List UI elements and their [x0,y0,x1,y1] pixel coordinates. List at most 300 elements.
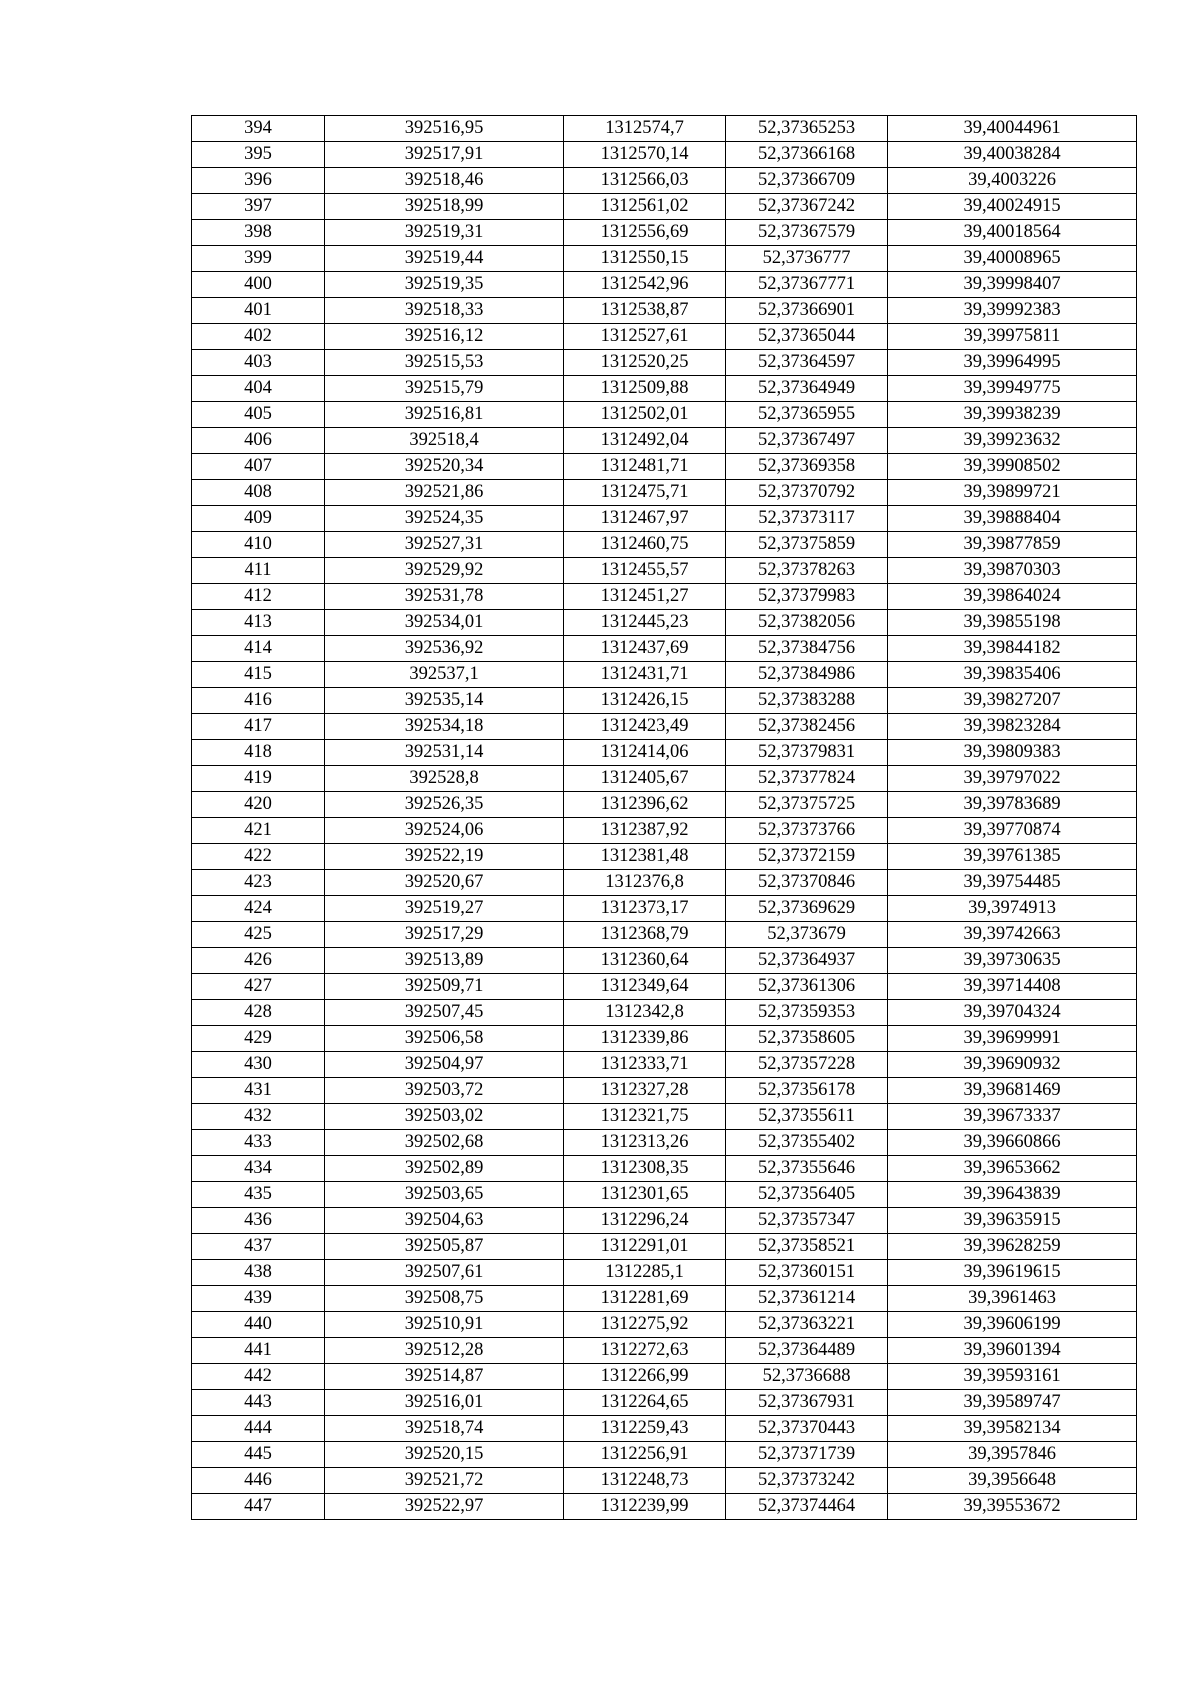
latitude-cell: 52,37375725 [726,792,888,818]
x-coordinate-cell: 392524,06 [325,818,564,844]
point-number-cell: 412 [192,584,325,610]
longitude-cell: 39,39888404 [888,506,1137,532]
x-coordinate-cell: 392517,91 [325,142,564,168]
x-coordinate-cell: 392531,78 [325,584,564,610]
y-coordinate-cell: 1312426,15 [564,688,726,714]
point-number-cell: 430 [192,1052,325,1078]
y-coordinate-cell: 1312327,28 [564,1078,726,1104]
table-row [192,636,1137,662]
longitude-cell: 39,40018564 [888,220,1137,246]
latitude-cell: 52,37355611 [726,1104,888,1130]
table-row [192,1156,1137,1182]
x-coordinate-cell: 392536,92 [325,636,564,662]
latitude-cell: 52,37382456 [726,714,888,740]
y-coordinate-cell: 1312396,62 [564,792,726,818]
y-coordinate-cell: 1312264,65 [564,1390,726,1416]
point-number-cell: 428 [192,1000,325,1026]
table-row [192,1312,1137,1338]
table-row [192,740,1137,766]
point-number-cell: 418 [192,740,325,766]
y-coordinate-cell: 1312542,96 [564,272,726,298]
longitude-cell: 39,39797022 [888,766,1137,792]
longitude-cell: 39,39908502 [888,454,1137,480]
point-number-cell: 411 [192,558,325,584]
table-row [192,1234,1137,1260]
table-row [192,1468,1137,1494]
x-coordinate-cell: 392508,75 [325,1286,564,1312]
point-number-cell: 427 [192,974,325,1000]
x-coordinate-cell: 392526,35 [325,792,564,818]
longitude-cell: 39,39870303 [888,558,1137,584]
x-coordinate-cell: 392513,89 [325,948,564,974]
table-row [192,688,1137,714]
y-coordinate-cell: 1312492,04 [564,428,726,454]
point-number-cell: 420 [192,792,325,818]
point-number-cell: 426 [192,948,325,974]
x-coordinate-cell: 392521,86 [325,480,564,506]
longitude-cell: 39,39681469 [888,1078,1137,1104]
latitude-cell: 52,3736777 [726,246,888,272]
y-coordinate-cell: 1312475,71 [564,480,726,506]
point-number-cell: 434 [192,1156,325,1182]
table-row [192,1208,1137,1234]
x-coordinate-cell: 392516,81 [325,402,564,428]
y-coordinate-cell: 1312556,69 [564,220,726,246]
latitude-cell: 52,37357347 [726,1208,888,1234]
x-coordinate-cell: 392517,29 [325,922,564,948]
y-coordinate-cell: 1312509,88 [564,376,726,402]
x-coordinate-cell: 392512,28 [325,1338,564,1364]
latitude-cell: 52,37364489 [726,1338,888,1364]
point-number-cell: 435 [192,1182,325,1208]
table-row [192,662,1137,688]
point-number-cell: 415 [192,662,325,688]
latitude-cell: 52,37379831 [726,740,888,766]
point-number-cell: 419 [192,766,325,792]
y-coordinate-cell: 1312266,99 [564,1364,726,1390]
latitude-cell: 52,37367579 [726,220,888,246]
latitude-cell: 52,37371739 [726,1442,888,1468]
table-row [192,428,1137,454]
y-coordinate-cell: 1312333,71 [564,1052,726,1078]
point-number-cell: 409 [192,506,325,532]
y-coordinate-cell: 1312349,64 [564,974,726,1000]
y-coordinate-cell: 1312405,67 [564,766,726,792]
point-number-cell: 407 [192,454,325,480]
latitude-cell: 52,37377824 [726,766,888,792]
x-coordinate-cell: 392514,87 [325,1364,564,1390]
longitude-cell: 39,39643839 [888,1182,1137,1208]
latitude-cell: 52,37374464 [726,1494,888,1520]
y-coordinate-cell: 1312445,23 [564,610,726,636]
y-coordinate-cell: 1312275,92 [564,1312,726,1338]
table-row [192,1494,1137,1520]
x-coordinate-cell: 392520,67 [325,870,564,896]
x-coordinate-cell: 392515,53 [325,350,564,376]
table-row [192,1260,1137,1286]
latitude-cell: 52,37370846 [726,870,888,896]
longitude-cell: 39,39704324 [888,1000,1137,1026]
table-row [192,922,1137,948]
table-row [192,1286,1137,1312]
longitude-cell: 39,39835406 [888,662,1137,688]
table-row [192,272,1137,298]
table-row [192,844,1137,870]
y-coordinate-cell: 1312550,15 [564,246,726,272]
latitude-cell: 52,37364949 [726,376,888,402]
point-number-cell: 408 [192,480,325,506]
latitude-cell: 52,37375859 [726,532,888,558]
x-coordinate-cell: 392527,31 [325,532,564,558]
table-row [192,532,1137,558]
y-coordinate-cell: 1312387,92 [564,818,726,844]
longitude-cell: 39,3957846 [888,1442,1137,1468]
coordinates-table [191,115,1137,1520]
y-coordinate-cell: 1312339,86 [564,1026,726,1052]
y-coordinate-cell: 1312520,25 [564,350,726,376]
x-coordinate-cell: 392520,15 [325,1442,564,1468]
latitude-cell: 52,37373242 [726,1468,888,1494]
longitude-cell: 39,39690932 [888,1052,1137,1078]
x-coordinate-cell: 392534,18 [325,714,564,740]
latitude-cell: 52,37358605 [726,1026,888,1052]
point-number-cell: 423 [192,870,325,896]
table-row [192,480,1137,506]
x-coordinate-cell: 392507,61 [325,1260,564,1286]
point-number-cell: 413 [192,610,325,636]
latitude-cell: 52,373679 [726,922,888,948]
latitude-cell: 52,3736688 [726,1364,888,1390]
point-number-cell: 394 [192,116,325,142]
y-coordinate-cell: 1312502,01 [564,402,726,428]
x-coordinate-cell: 392519,31 [325,220,564,246]
y-coordinate-cell: 1312423,49 [564,714,726,740]
x-coordinate-cell: 392503,02 [325,1104,564,1130]
y-coordinate-cell: 1312248,73 [564,1468,726,1494]
longitude-cell: 39,40044961 [888,116,1137,142]
x-coordinate-cell: 392504,63 [325,1208,564,1234]
point-number-cell: 424 [192,896,325,922]
table-row [192,220,1137,246]
latitude-cell: 52,37366709 [726,168,888,194]
y-coordinate-cell: 1312291,01 [564,1234,726,1260]
longitude-cell: 39,39809383 [888,740,1137,766]
table-row [192,246,1137,272]
table-row [192,610,1137,636]
table-row [192,1000,1137,1026]
x-coordinate-cell: 392531,14 [325,740,564,766]
y-coordinate-cell: 1312342,8 [564,1000,726,1026]
table-row [192,1364,1137,1390]
y-coordinate-cell: 1312301,65 [564,1182,726,1208]
y-coordinate-cell: 1312538,87 [564,298,726,324]
longitude-cell: 39,39998407 [888,272,1137,298]
longitude-cell: 39,39938239 [888,402,1137,428]
y-coordinate-cell: 1312376,8 [564,870,726,896]
longitude-cell: 39,40038284 [888,142,1137,168]
latitude-cell: 52,37383288 [726,688,888,714]
y-coordinate-cell: 1312437,69 [564,636,726,662]
latitude-cell: 52,37361306 [726,974,888,1000]
longitude-cell: 39,39742663 [888,922,1137,948]
x-coordinate-cell: 392504,97 [325,1052,564,1078]
latitude-cell: 52,37372159 [726,844,888,870]
longitude-cell: 39,3974913 [888,896,1137,922]
x-coordinate-cell: 392535,14 [325,688,564,714]
y-coordinate-cell: 1312451,27 [564,584,726,610]
longitude-cell: 39,39714408 [888,974,1137,1000]
y-coordinate-cell: 1312281,69 [564,1286,726,1312]
table-row [192,402,1137,428]
x-coordinate-cell: 392534,01 [325,610,564,636]
point-number-cell: 443 [192,1390,325,1416]
table-row [192,298,1137,324]
x-coordinate-cell: 392502,68 [325,1130,564,1156]
y-coordinate-cell: 1312574,7 [564,116,726,142]
point-number-cell: 417 [192,714,325,740]
table-row [192,142,1137,168]
table-row [192,506,1137,532]
y-coordinate-cell: 1312561,02 [564,194,726,220]
table-row [192,1026,1137,1052]
x-coordinate-cell: 392518,33 [325,298,564,324]
latitude-cell: 52,37363221 [726,1312,888,1338]
longitude-cell: 39,40024915 [888,194,1137,220]
point-number-cell: 444 [192,1416,325,1442]
longitude-cell: 39,39699991 [888,1026,1137,1052]
latitude-cell: 52,37373117 [726,506,888,532]
longitude-cell: 39,39855198 [888,610,1137,636]
longitude-cell: 39,39770874 [888,818,1137,844]
x-coordinate-cell: 392537,1 [325,662,564,688]
longitude-cell: 39,39827207 [888,688,1137,714]
point-number-cell: 432 [192,1104,325,1130]
x-coordinate-cell: 392520,34 [325,454,564,480]
x-coordinate-cell: 392518,74 [325,1416,564,1442]
x-coordinate-cell: 392529,92 [325,558,564,584]
point-number-cell: 405 [192,402,325,428]
longitude-cell: 39,39660866 [888,1130,1137,1156]
table-row [192,584,1137,610]
longitude-cell: 39,39593161 [888,1364,1137,1390]
point-number-cell: 399 [192,246,325,272]
table-row [192,1182,1137,1208]
latitude-cell: 52,37361214 [726,1286,888,1312]
latitude-cell: 52,37379983 [726,584,888,610]
point-number-cell: 401 [192,298,325,324]
x-coordinate-cell: 392519,35 [325,272,564,298]
longitude-cell: 39,39877859 [888,532,1137,558]
latitude-cell: 52,37365955 [726,402,888,428]
y-coordinate-cell: 1312570,14 [564,142,726,168]
point-number-cell: 396 [192,168,325,194]
point-number-cell: 404 [192,376,325,402]
longitude-cell: 39,39923632 [888,428,1137,454]
y-coordinate-cell: 1312256,91 [564,1442,726,1468]
longitude-cell: 39,39899721 [888,480,1137,506]
y-coordinate-cell: 1312259,43 [564,1416,726,1442]
y-coordinate-cell: 1312321,75 [564,1104,726,1130]
longitude-cell: 39,39844182 [888,636,1137,662]
y-coordinate-cell: 1312414,06 [564,740,726,766]
point-number-cell: 438 [192,1260,325,1286]
x-coordinate-cell: 392507,45 [325,1000,564,1026]
table-row [192,168,1137,194]
latitude-cell: 52,37355402 [726,1130,888,1156]
point-number-cell: 414 [192,636,325,662]
latitude-cell: 52,37367497 [726,428,888,454]
longitude-cell: 39,39964995 [888,350,1137,376]
longitude-cell: 39,39589747 [888,1390,1137,1416]
y-coordinate-cell: 1312431,71 [564,662,726,688]
latitude-cell: 52,37364937 [726,948,888,974]
point-number-cell: 395 [192,142,325,168]
longitude-cell: 39,39823284 [888,714,1137,740]
point-number-cell: 400 [192,272,325,298]
point-number-cell: 416 [192,688,325,714]
table-row [192,350,1137,376]
point-number-cell: 433 [192,1130,325,1156]
point-number-cell: 410 [192,532,325,558]
longitude-cell: 39,39864024 [888,584,1137,610]
y-coordinate-cell: 1312285,1 [564,1260,726,1286]
x-coordinate-cell: 392524,35 [325,506,564,532]
y-coordinate-cell: 1312239,99 [564,1494,726,1520]
table-row [192,1442,1137,1468]
longitude-cell: 39,39783689 [888,792,1137,818]
point-number-cell: 402 [192,324,325,350]
table-row [192,558,1137,584]
y-coordinate-cell: 1312381,48 [564,844,726,870]
x-coordinate-cell: 392522,19 [325,844,564,870]
point-number-cell: 442 [192,1364,325,1390]
x-coordinate-cell: 392502,89 [325,1156,564,1182]
point-number-cell: 445 [192,1442,325,1468]
y-coordinate-cell: 1312467,97 [564,506,726,532]
point-number-cell: 437 [192,1234,325,1260]
latitude-cell: 52,37384986 [726,662,888,688]
point-number-cell: 440 [192,1312,325,1338]
point-number-cell: 425 [192,922,325,948]
x-coordinate-cell: 392505,87 [325,1234,564,1260]
point-number-cell: 447 [192,1494,325,1520]
x-coordinate-cell: 392509,71 [325,974,564,1000]
point-number-cell: 397 [192,194,325,220]
table-row [192,714,1137,740]
longitude-cell: 39,39606199 [888,1312,1137,1338]
latitude-cell: 52,37369358 [726,454,888,480]
longitude-cell: 39,40008965 [888,246,1137,272]
longitude-cell: 39,39992383 [888,298,1137,324]
point-number-cell: 429 [192,1026,325,1052]
table-row [192,974,1137,1000]
x-coordinate-cell: 392510,91 [325,1312,564,1338]
table-row [192,766,1137,792]
x-coordinate-cell: 392519,27 [325,896,564,922]
point-number-cell: 422 [192,844,325,870]
latitude-cell: 52,37373766 [726,818,888,844]
latitude-cell: 52,37355646 [726,1156,888,1182]
point-number-cell: 431 [192,1078,325,1104]
latitude-cell: 52,37367771 [726,272,888,298]
point-number-cell: 398 [192,220,325,246]
longitude-cell: 39,3961463 [888,1286,1137,1312]
latitude-cell: 52,37356178 [726,1078,888,1104]
y-coordinate-cell: 1312460,75 [564,532,726,558]
y-coordinate-cell: 1312455,57 [564,558,726,584]
latitude-cell: 52,37357228 [726,1052,888,1078]
table-row [192,376,1137,402]
table-row [192,948,1137,974]
y-coordinate-cell: 1312368,79 [564,922,726,948]
table-row [192,896,1137,922]
x-coordinate-cell: 392522,97 [325,1494,564,1520]
longitude-cell: 39,39754485 [888,870,1137,896]
table-row [192,454,1137,480]
latitude-cell: 52,37359353 [726,1000,888,1026]
x-coordinate-cell: 392518,4 [325,428,564,454]
latitude-cell: 52,37369629 [726,896,888,922]
x-coordinate-cell: 392516,12 [325,324,564,350]
x-coordinate-cell: 392516,95 [325,116,564,142]
latitude-cell: 52,37364597 [726,350,888,376]
latitude-cell: 52,37382056 [726,610,888,636]
point-number-cell: 436 [192,1208,325,1234]
longitude-cell: 39,39673337 [888,1104,1137,1130]
point-number-cell: 406 [192,428,325,454]
x-coordinate-cell: 392503,65 [325,1182,564,1208]
latitude-cell: 52,37370443 [726,1416,888,1442]
x-coordinate-cell: 392528,8 [325,766,564,792]
longitude-cell: 39,39628259 [888,1234,1137,1260]
coordinates-table-body [192,116,1137,1520]
y-coordinate-cell: 1312373,17 [564,896,726,922]
table-row [192,1130,1137,1156]
latitude-cell: 52,37370792 [726,480,888,506]
longitude-cell: 39,39653662 [888,1156,1137,1182]
x-coordinate-cell: 392515,79 [325,376,564,402]
y-coordinate-cell: 1312272,63 [564,1338,726,1364]
table-row [192,792,1137,818]
x-coordinate-cell: 392518,46 [325,168,564,194]
point-number-cell: 441 [192,1338,325,1364]
longitude-cell: 39,4003226 [888,168,1137,194]
longitude-cell: 39,39619615 [888,1260,1137,1286]
latitude-cell: 52,37358521 [726,1234,888,1260]
y-coordinate-cell: 1312308,35 [564,1156,726,1182]
table-row [192,1052,1137,1078]
latitude-cell: 52,37384756 [726,636,888,662]
x-coordinate-cell: 392503,72 [325,1078,564,1104]
table-row [192,1390,1137,1416]
point-number-cell: 403 [192,350,325,376]
y-coordinate-cell: 1312360,64 [564,948,726,974]
latitude-cell: 52,37366901 [726,298,888,324]
point-number-cell: 446 [192,1468,325,1494]
latitude-cell: 52,37367931 [726,1390,888,1416]
table-row [192,194,1137,220]
longitude-cell: 39,39975811 [888,324,1137,350]
longitude-cell: 39,39635915 [888,1208,1137,1234]
table-row [192,818,1137,844]
table-row [192,1104,1137,1130]
y-coordinate-cell: 1312313,26 [564,1130,726,1156]
x-coordinate-cell: 392516,01 [325,1390,564,1416]
longitude-cell: 39,39761385 [888,844,1137,870]
x-coordinate-cell: 392521,72 [325,1468,564,1494]
longitude-cell: 39,39582134 [888,1416,1137,1442]
y-coordinate-cell: 1312527,61 [564,324,726,350]
